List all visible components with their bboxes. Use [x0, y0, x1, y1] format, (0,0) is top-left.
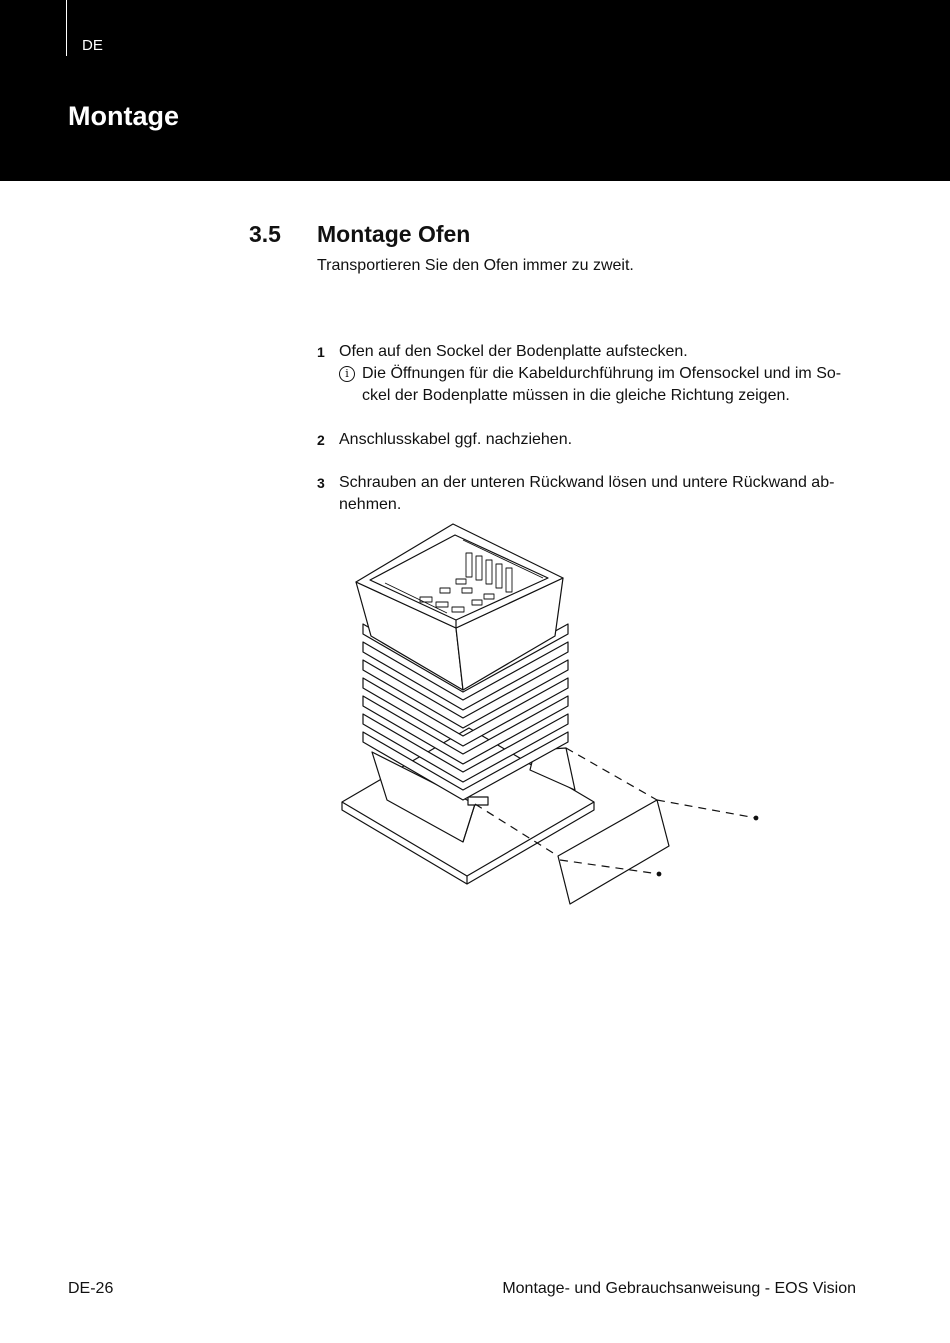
step-number: 1	[317, 344, 325, 360]
section-intro: Transportieren Sie den Ofen immer zu zweit.	[317, 257, 634, 274]
document-title: Montage- und Gebrauchsanweisung - EOS Vision	[502, 1280, 856, 1297]
step-number: 2	[317, 432, 325, 448]
step-text: Schrauben an der unteren Rückwand lösen und untere Rückwand ab-	[339, 474, 835, 491]
page-number: DE-26	[68, 1280, 114, 1297]
oven-assembly-illustration	[330, 518, 770, 908]
step-text: Ofen auf den Sockel der Bodenplatte aufstecken.	[339, 343, 688, 360]
screw-icon	[754, 816, 758, 820]
note-line: ckel der Bodenplatte müssen in die gleiche Richtung zeigen.	[362, 387, 790, 404]
step-number: 3	[317, 475, 325, 491]
chapter-title: Montage	[68, 101, 179, 131]
header-divider	[66, 0, 67, 56]
info-icon: i	[339, 366, 355, 382]
page-header	[0, 0, 950, 181]
language-label: DE	[82, 37, 103, 54]
note-line: Die Öffnungen für die Kabeldurchführung im Ofensockel und im So-	[362, 365, 842, 382]
step-text: Anschlusskabel ggf. nachziehen.	[339, 431, 573, 448]
step-text: nehmen.	[339, 496, 402, 513]
screw-icon	[657, 872, 661, 876]
info-note	[339, 363, 859, 407]
section-number: 3.5	[249, 221, 281, 247]
section-title: Montage Ofen	[317, 221, 471, 247]
rear-panel	[558, 800, 669, 904]
